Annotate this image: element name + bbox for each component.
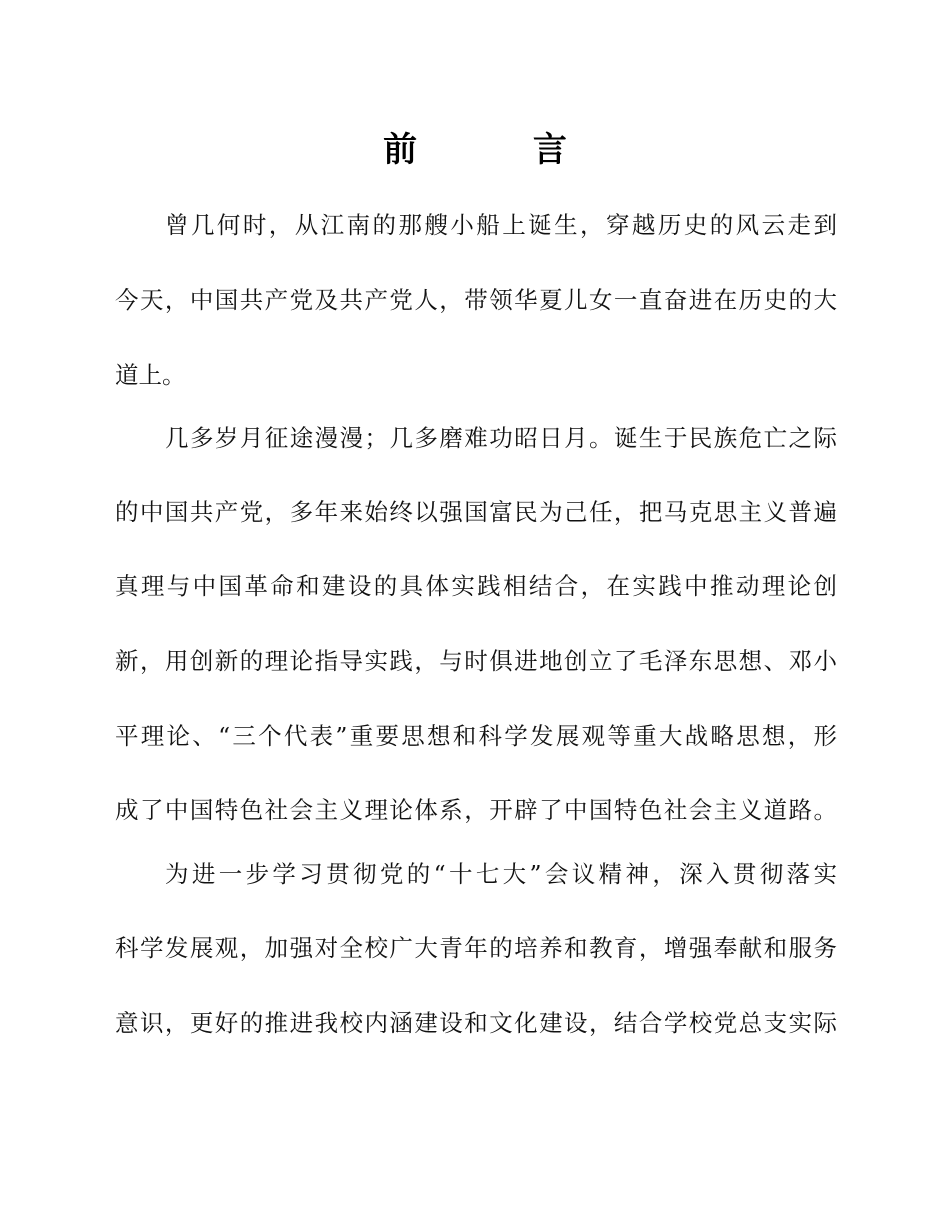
paragraph-1-line-3: 道上。 (115, 361, 186, 389)
paragraph-2-line-4: 新，用创新的理论指导实践，与时俱进地创立了毛泽东思想、邓小 (115, 647, 837, 675)
paragraph-1-line-2: 今天，中国共产党及共产党人，带领华夏儿女一直奋进在历史的大 (115, 286, 837, 314)
paragraph-2-line-3: 真理与中国革命和建设的具体实践相结合，在实践中推动理论创 (115, 572, 837, 600)
paragraph-2-line-2: 的中国共产党，多年来始终以强国富民为己任，把马克思主义普遍 (115, 498, 837, 526)
paragraph-3-line-3: 意识，更好的推进我校内涵建设和文化建设，结合学校党总支实际 (115, 1009, 837, 1037)
paragraph-1-line-1: 曾几何时，从江南的那艘小船上诞生，穿越历史的风云走到 (165, 211, 837, 239)
paragraph-3-line-1: 为进一步学习贯彻党的“十七大”会议精神，深入贯彻落实 (165, 860, 837, 888)
paragraph-2-line-6: 成了中国特色社会主义理论体系，开辟了中国特色社会主义道路。 (115, 796, 837, 824)
paragraph-2-line-1: 几多岁月征途漫漫；几多磨难功昭日月。诞生于民族危亡之际 (165, 424, 837, 452)
page-title: 前 言 (383, 130, 619, 170)
paragraph-2-line-5: 平理论、“三个代表”重要思想和科学发展观等重大战略思想，形 (115, 722, 837, 750)
paragraph-3-line-2: 科学发展观，加强对全校广大青年的培养和教育，增强奉献和服务 (115, 934, 837, 962)
